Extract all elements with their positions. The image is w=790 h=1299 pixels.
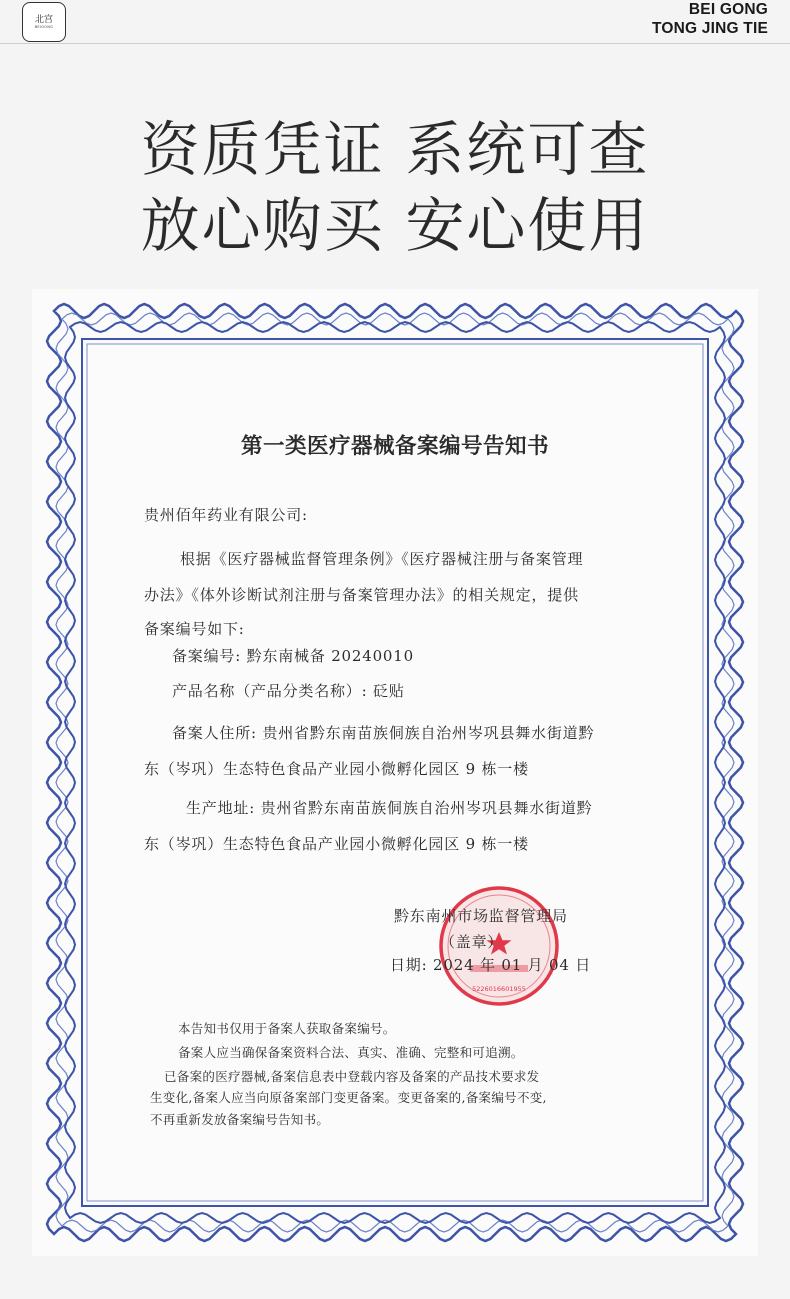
production-address-line-2: 东（岑巩）生态特色食品产业园小微孵化园区 9 栋一楼 [144, 835, 529, 853]
product-name-label: 产品名称（产品分类名称）: [172, 682, 368, 700]
date-label: 日期: [390, 956, 428, 974]
product-name-value: 砭贴 [373, 682, 405, 700]
note-line-2: 备案人应当确保备案资料合法、真实、准确、完整和可追溯。 [178, 1045, 524, 1060]
note-line-1: 本告知书仅用于备案人获取备案编号。 [178, 1021, 396, 1036]
brand-line-1: BEI GONG [688, 1, 768, 18]
filer-address-line-1: 贵州省黔东南苗族侗族自治州岑巩县舞水街道黔 [262, 724, 595, 742]
seal-note: （盖章） [440, 933, 504, 951]
brand-logo [22, 2, 66, 42]
note-line-5: 不再重新发放备案编号告知书。 [150, 1112, 330, 1127]
divider [0, 43, 790, 44]
logo-text: 北宫 [34, 15, 53, 25]
certificate [88, 343, 702, 1199]
intro-line-1: 根据《医疗器械监督管理条例》《医疗器械注册与备案管理 [180, 550, 584, 568]
record-number-label: 备案编号: [172, 647, 242, 665]
note-line-3: 已备案的医疗器械,备案信息表中登载内容及备案的产品技术要求发 [164, 1069, 540, 1084]
logo-subtext: BEIGONG [34, 25, 54, 29]
record-number [172, 646, 414, 666]
intro-line-3: 备案编号如下: [144, 620, 245, 638]
production-address [186, 798, 592, 818]
seal-number: 5226016601955 [472, 985, 526, 993]
filer-address-label: 备案人住所: [172, 724, 257, 742]
top-bar [0, 0, 790, 50]
issuer: 黔东南州市场监督管理局 [394, 907, 568, 925]
headline-line-1: 资质凭证 系统可查 [140, 115, 650, 184]
headline-line-2: 放心购买 安心使用 [140, 191, 650, 260]
filer-address [172, 723, 594, 743]
product-name [172, 681, 405, 701]
note-line-4: 生变化,备案人应当向原备案部门变更备案。变更备案的,备案编号不变, [150, 1090, 547, 1105]
recipient: 贵州佰年药业有限公司: [144, 506, 308, 524]
production-address-label: 生产地址: [186, 799, 256, 817]
date-value: 2024 年 01 月 04 日 [433, 956, 592, 974]
filer-address-line-2: 东（岑巩）生态特色食品产业园小微孵化园区 9 栋一楼 [144, 760, 529, 778]
brand-name [652, 0, 768, 38]
brand-line-2: TONG JING TIE [652, 20, 768, 37]
certificate-title: 第一类医疗器械备案编号告知书 [240, 434, 549, 459]
headline [0, 112, 790, 264]
issue-date [390, 955, 591, 975]
intro-line-2: 办法》《体外诊断试剂注册与备案管理办法》的相关规定，提供 [144, 586, 579, 604]
production-address-line-1: 贵州省黔东南苗族侗族自治州岑巩县舞水街道黔 [260, 799, 593, 817]
record-number-value: 黔东南械备 20240010 [246, 647, 414, 665]
